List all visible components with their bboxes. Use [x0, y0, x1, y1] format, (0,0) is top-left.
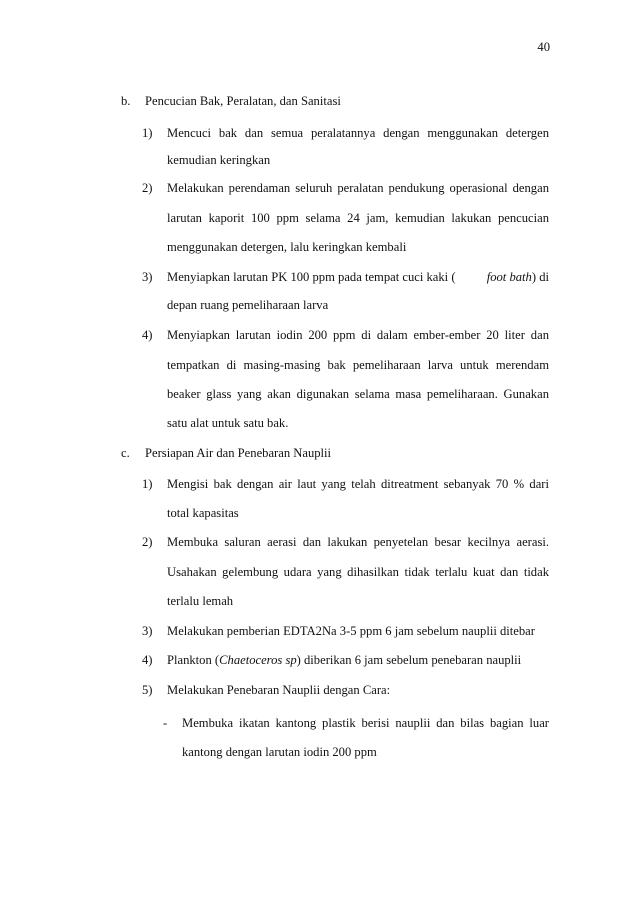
item-line: kemudian keringkan [167, 153, 271, 167]
item-text-italic: foot bath [486, 270, 532, 284]
item-line [167, 270, 549, 285]
section-title: Persiapan Air dan Penebaran Nauplii [145, 446, 332, 460]
item-line: Melakukan perendaman seluruh peralatan pendukung operasional dengan [167, 181, 549, 195]
item-text: Menyiapkan larutan PK 100 ppm pada tempat cuci kaki ( [167, 270, 456, 284]
item-line: Membuka saluran aerasi dan lakukan penyetelan besar kecilnya aerasi. [167, 535, 549, 549]
item-line: terlalu lemah [167, 594, 234, 608]
item-line: satu alat untuk satu bak. [167, 416, 289, 430]
item-marker: 1) [142, 126, 153, 140]
item-text-italic: Chaetoceros sp [219, 653, 297, 667]
item-line: Mencuci bak dan semua peralatannya dengan menggunakan detergen [167, 126, 549, 140]
item-marker: 4) [142, 653, 153, 667]
item-line: Usahakan gelembung udara yang dihasilkan tidak terlalu kuat dan tidak [167, 565, 549, 579]
item-line: Mengisi bak dengan air laut yang telah ditreatment sebanyak 70 % dari [167, 477, 549, 491]
item-text: ) di [531, 270, 549, 284]
item-marker: 3) [142, 624, 153, 638]
item-marker: 2) [142, 535, 153, 549]
item-text: ) diberikan 6 jam sebelum penebaran nauplii [296, 653, 522, 667]
sub-item-marker: - [163, 716, 168, 730]
item-marker: 5) [142, 683, 153, 697]
section-title: Pencucian Bak, Peralatan, dan Sanitasi [145, 94, 341, 108]
item-marker: 2) [142, 181, 153, 195]
item-line: beaker glass yang akan digunakan selama masa pemeliharaan. Gunakan [167, 387, 549, 401]
item-text: Plankton ( [167, 653, 220, 667]
item-line [167, 653, 521, 668]
section-marker: b. [121, 94, 131, 108]
item-line: Melakukan Penebaran Nauplii dengan Cara: [167, 683, 391, 697]
item-line: Melakukan pemberian EDTA2Na 3-5 ppm 6 jam sebelum nauplii ditebar [167, 624, 535, 638]
item-marker: 1) [142, 477, 153, 491]
item-line: menggunakan detergen, lalu keringkan kembali [167, 240, 407, 254]
item-marker: 3) [142, 270, 153, 284]
item-line: Membuka ikatan kantong plastik berisi nauplii dan bilas bagian luar [182, 716, 549, 730]
item-line: kantong dengan larutan iodin 200 ppm [182, 745, 377, 759]
item-line: tempatkan di masing-masing bak pemeliharaan larva untuk merendam [167, 358, 549, 372]
section-marker: c. [121, 446, 130, 460]
item-line: larutan kaporit 100 ppm selama 24 jam, kemudian lakukan pencucian [167, 211, 549, 225]
page-number: 40 [537, 40, 550, 54]
item-line: Menyiapkan larutan iodin 200 ppm di dalam ember-ember 20 liter dan [167, 328, 549, 342]
item-line: total kapasitas [167, 506, 239, 520]
item-marker: 4) [142, 328, 153, 342]
item-line: depan ruang pemeliharaan larva [167, 298, 329, 312]
